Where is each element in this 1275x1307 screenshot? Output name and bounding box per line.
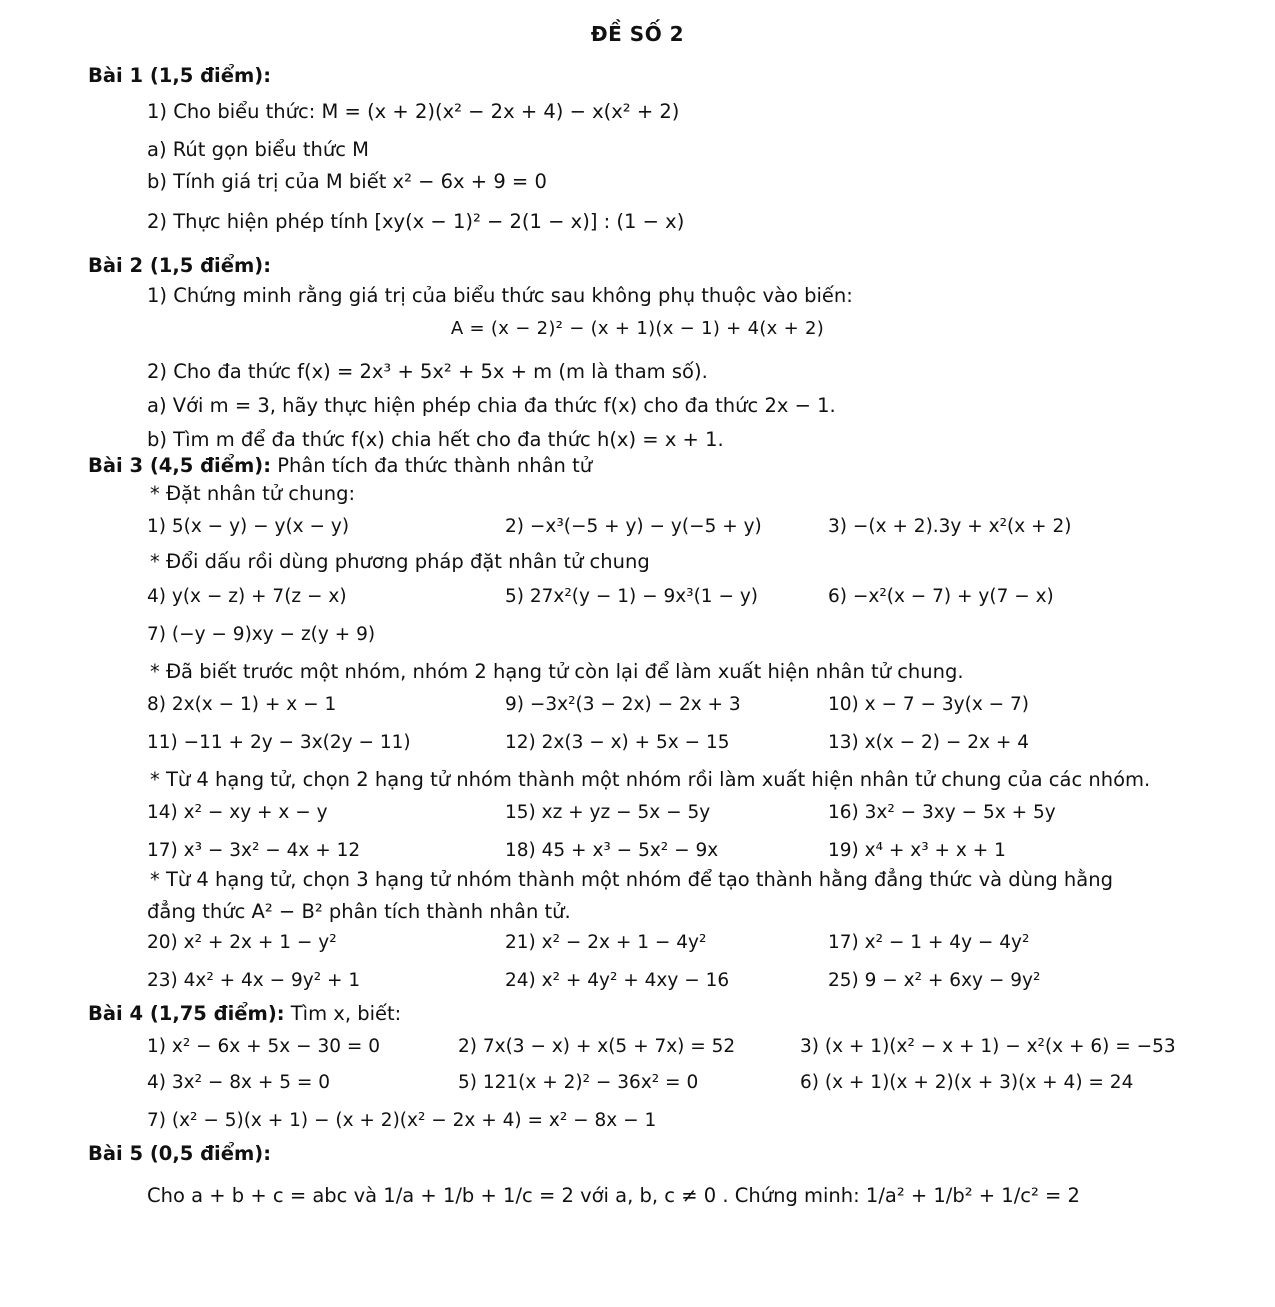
bai3-subheading-4: * Từ 4 hạng tử, chọn 2 hạng tử nhóm thành một nhóm rồi làm xuất hiện nhân tử chung của các nhóm. [150,768,1151,791]
bai2-line-4: a) Với m = 3, hãy thực hiện phép chia đa thức f(x) cho đa thức 2x − 1. [147,394,836,417]
bai3-heading [88,454,592,477]
bai3-item: 17) x² − 1 + 4y − 4y² [828,932,1030,953]
bai3-item: 10) x − 7 − 3y(x − 7) [828,694,1030,715]
bai1-line-4: 2) Thực hiện phép tính [xy(x − 1)² − 2(1 − x)] : (1 − x) [147,210,685,233]
bai4-item: 7) (x² − 5)(x + 1) − (x + 2)(x² − 2x + 4) = x² − 8x − 1 [147,1110,657,1131]
bai4-heading-rest: Tìm x, biết: [284,1002,402,1025]
bai3-subheading-2: * Đổi dấu rồi dùng phương pháp đặt nhân tử chung [150,550,650,573]
bai3-item: 20) x² + 2x + 1 − y² [147,932,337,953]
bai3-item: 24) x² + 4y² + 4xy − 16 [505,970,730,991]
bai3-subheading-5a: * Từ 4 hạng tử, chọn 3 hạng tử nhóm thành một nhóm để tạo thành hằng đẳng thức và dùng hằng [150,868,1113,891]
bai3-item: 12) 2x(3 − x) + 5x − 15 [505,732,730,753]
bai3-item: 21) x² − 2x + 1 − 4y² [505,932,707,953]
bai2-line-5: b) Tìm m để đa thức f(x) chia hết cho đa thức h(x) = x + 1. [147,428,724,451]
bai2-line-1: 1) Chứng minh rằng giá trị của biểu thức sau không phụ thuộc vào biến: [147,284,853,307]
bai3-item: 19) x⁴ + x³ + x + 1 [828,840,1006,861]
bai3-item: 7) (−y − 9)xy − z(y + 9) [147,624,376,645]
bai3-item: 8) 2x(x − 1) + x − 1 [147,694,337,715]
bai3-subheading-3: * Đã biết trước một nhóm, nhóm 2 hạng tử còn lại để làm xuất hiện nhân tử chung. [150,660,964,683]
bai2-heading: Bài 2 (1,5 điểm): [88,254,271,277]
bai3-subheading-5b: đẳng thức A² − B² phân tích thành nhân tử. [147,900,571,923]
bai3-item: 15) xz + yz − 5x − 5y [505,802,711,823]
bai4-item: 3) (x + 1)(x² − x + 1) − x²(x + 6) = −53 [800,1036,1176,1057]
page-title: ĐỀ SỐ 2 [590,22,685,46]
bai4-heading-label: Bài 4 (1,75 điểm): [88,1002,285,1025]
bai3-subheading-1: * Đặt nhân tử chung: [150,482,356,505]
bai3-item: 13) x(x − 2) − 2x + 4 [828,732,1030,753]
bai3-item: 25) 9 − x² + 6xy − 9y² [828,970,1041,991]
bai4-item: 6) (x + 1)(x + 2)(x + 3)(x + 4) = 24 [800,1072,1134,1093]
bai3-item: 23) 4x² + 4x − 9y² + 1 [147,970,361,991]
bai3-item: 1) 5(x − y) − y(x − y) [147,516,350,537]
bai3-item: 18) 45 + x³ − 5x² − 9x [505,840,719,861]
bai3-item: 11) −11 + 2y − 3x(2y − 11) [147,732,411,753]
bai3-heading-rest: Phân tích đa thức thành nhân tử [271,454,593,477]
bai3-item: 6) −x²(x − 7) + y(7 − x) [828,586,1054,607]
bai1-line-3: b) Tính giá trị của M biết x² − 6x + 9 = 0 [147,170,547,193]
bai3-item: 9) −3x²(3 − 2x) − 2x + 3 [505,694,741,715]
bai3-item: 4) y(x − z) + 7(z − x) [147,586,347,607]
bai4-item: 1) x² − 6x + 5x − 30 = 0 [147,1036,381,1057]
bai4-item: 5) 121(x + 2)² − 36x² = 0 [458,1072,699,1093]
bai4-item: 2) 7x(3 − x) + x(5 + 7x) = 52 [458,1036,736,1057]
bai4-heading [88,1002,401,1025]
bai3-item: 14) x² − xy + x − y [147,802,328,823]
bai3-item: 17) x³ − 3x² − 4x + 12 [147,840,361,861]
bai3-heading-label: Bài 3 (4,5 điểm): [88,454,271,477]
bai5-heading: Bài 5 (0,5 điểm): [88,1142,271,1165]
bai3-item: 5) 27x²(y − 1) − 9x³(1 − y) [505,586,759,607]
bai4-item: 4) 3x² − 8x + 5 = 0 [147,1072,331,1093]
bai1-line-2: a) Rút gọn biểu thức M [147,138,369,161]
bai3-item: 3) −(x + 2).3y + x²(x + 2) [828,516,1072,537]
bai3-item: 2) −x³(−5 + y) − y(−5 + y) [505,516,762,537]
bai2-expression-A: A = (x − 2)² − (x + 1)(x − 1) + 4(x + 2) [450,318,825,339]
bai2-line-3: 2) Cho đa thức f(x) = 2x³ + 5x² + 5x + m (m là tham số). [147,360,708,383]
bai1-heading: Bài 1 (1,5 điểm): [88,64,271,87]
bai3-item: 16) 3x² − 3xy − 5x + 5y [828,802,1056,823]
bai5-line-1: Cho a + b + c = abc và 1/a + 1/b + 1/c = 2 với a, b, c ≠ 0 . Chứng minh: 1/a² + 1/b² + 1/c² = 2 [147,1184,1080,1207]
bai1-line-1: 1) Cho biểu thức: M = (x + 2)(x² − 2x + 4) − x(x² + 2) [147,100,680,123]
